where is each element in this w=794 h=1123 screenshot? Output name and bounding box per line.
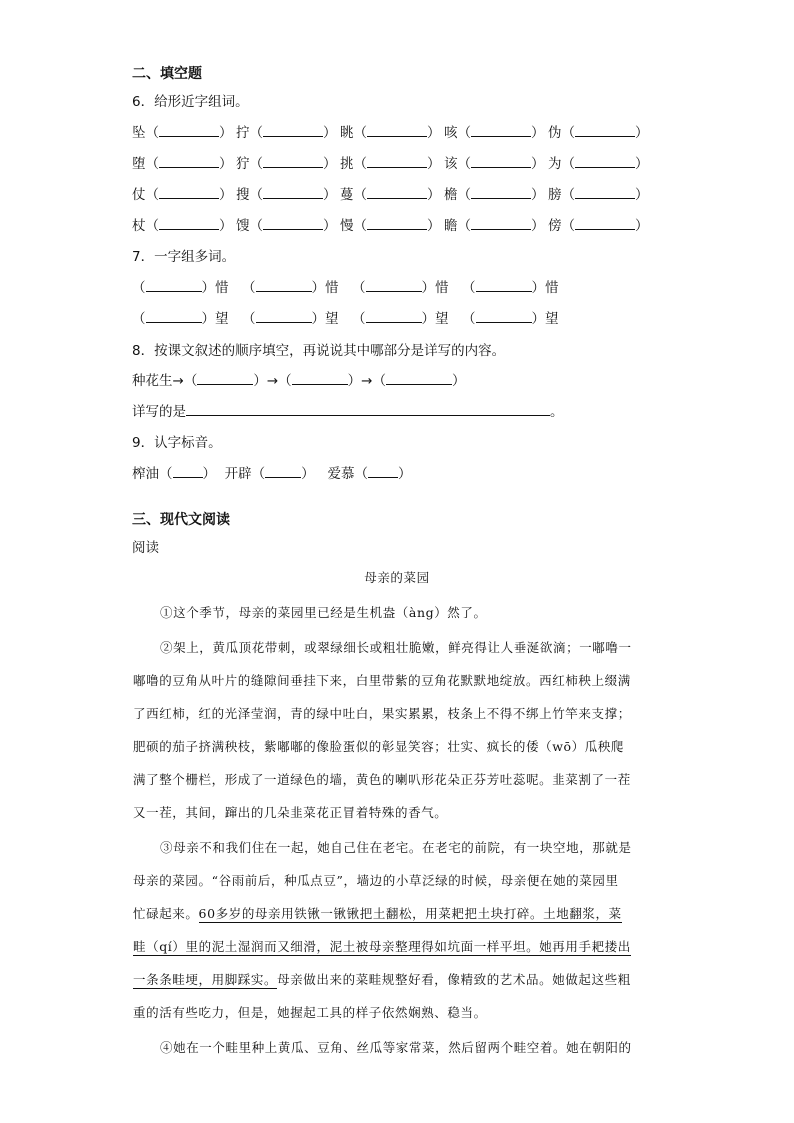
q7-char: 望 [215, 311, 229, 327]
q7-blank[interactable] [256, 279, 312, 292]
paragraph-3-line [133, 904, 622, 922]
section-subtitle: 阅读 [132, 540, 159, 556]
q7-char: 惜 [325, 280, 339, 296]
q8-blank-3[interactable] [386, 372, 452, 385]
paragraph-3-text: 忙碌起来。 [133, 906, 199, 921]
q6-char: 为 [548, 156, 562, 172]
q7-char: 惜 [545, 280, 559, 296]
q6-item: 瞻（ ） [444, 218, 545, 234]
q6-item: 搜（ ） [236, 187, 337, 203]
q7-char: 望 [545, 311, 559, 327]
q6-item: 拧（ ） [236, 125, 337, 141]
paragraph-3-line: 母亲的菜园。“谷雨前后，种瓜点豆”，墙边的小草泛绿的时候，母亲便在她的菜园里 [133, 873, 619, 888]
q6-blank[interactable] [471, 155, 531, 168]
q6-char: 伪 [548, 125, 562, 141]
q7-item: （ ）惜 [132, 280, 229, 296]
q6-prompt: 6．给形近字组词。 [132, 94, 249, 110]
q6-item: 傍（ ） [548, 218, 649, 234]
paragraph-3-line: ③母亲不和我们住在一起，她自己住在老宅。在老宅的前院，有一块空地，那就是 [160, 840, 632, 855]
paragraph-4-line: ④她在一个畦里种上黄瓜、豆角、丝瓜等家常菜，然后留两个畦空着。她在朝阳的 [160, 1040, 632, 1055]
q6-item: 伪（ ） [548, 125, 649, 141]
q6-blank[interactable] [263, 186, 323, 199]
q7-item: （ ）惜 [242, 280, 339, 296]
q8-start: 种花生 [132, 373, 173, 389]
q6-char: 杖 [132, 218, 146, 234]
q7-blank[interactable] [476, 310, 532, 323]
q7-blank[interactable] [146, 279, 202, 292]
q6-char: 膀 [548, 187, 562, 203]
q9-word: 榨油 [132, 466, 159, 482]
q6-item: 堕（ ） [132, 156, 233, 172]
arrow: → [266, 373, 279, 389]
paragraph-3-line: 重的活有些吃力，但是，她握起工具的样子依然娴熟、稳当。 [133, 1005, 487, 1020]
q6-blank[interactable] [159, 186, 219, 199]
q6-blank[interactable] [575, 217, 635, 230]
q6-char: 狞 [236, 156, 250, 172]
q6-char: 该 [444, 156, 458, 172]
q6-char: 拧 [236, 125, 250, 141]
q6-item: 狞（ ） [236, 156, 337, 172]
q7-prompt: 7．一字组多词。 [132, 249, 236, 265]
q6-char: 蔓 [340, 187, 354, 203]
paragraph-3-line [133, 937, 631, 955]
section-title: 三、现代文阅读 [132, 512, 230, 528]
article-title: 母亲的菜园 [364, 570, 430, 585]
q6-blank[interactable] [367, 155, 427, 168]
paragraph-2-line: ②架上，黄瓜顶花带刺，或翠绿细长或粗壮脆嫩，鲜亮得让人垂涎欲滴；一嘟噜一 [160, 640, 632, 655]
paragraph-1: ①这个季节，母亲的菜园里已经是生机盎（àng）然了。 [160, 605, 487, 620]
q6-item: 杖（ ） [132, 218, 233, 234]
q6-blank[interactable] [471, 217, 531, 230]
q9-prompt: 9．认字标音。 [132, 435, 222, 451]
q6-blank[interactable] [575, 155, 635, 168]
q8-end-mark: 。 [550, 404, 564, 420]
section-title: 二、填空题 [132, 66, 202, 82]
q8-sequence: 种花生→（ ）→（ ）→（ ） [132, 373, 466, 389]
q6-char: 仗 [132, 187, 146, 203]
q6-blank[interactable] [263, 124, 323, 137]
q6-blank[interactable] [367, 217, 427, 230]
paragraph-3-text: 母亲做出来的菜畦规整好看，像精致的艺术品。她做起这些粗 [277, 972, 631, 987]
q7-blank[interactable] [366, 310, 422, 323]
q7-char: 惜 [435, 280, 449, 296]
q6-char: 傍 [548, 218, 562, 234]
q6-item: 咳（ ） [444, 125, 545, 141]
paragraph-2-line: 肥硕的茄子挤满秧枝，紫嘟嘟的像脸蛋似的彰显笑容；壮实、疯长的倭（wō）瓜秧爬 [133, 739, 625, 754]
q6-blank[interactable] [263, 155, 323, 168]
q6-char: 馊 [236, 218, 250, 234]
q7-item: （ ）望 [352, 311, 449, 327]
q7-char: 望 [435, 311, 449, 327]
q6-char: 搜 [236, 187, 250, 203]
q6-item: 檐（ ） [444, 187, 545, 203]
q6-item: 仗（ ） [132, 187, 233, 203]
q7-blank[interactable] [256, 310, 312, 323]
q6-blank[interactable] [367, 186, 427, 199]
q9-blank-1[interactable] [173, 465, 203, 478]
q6-item: 为（ ） [548, 156, 649, 172]
q9-word: 开辟 [224, 466, 252, 482]
q6-item: 坠（ ） [132, 125, 233, 141]
q7-item: （ ）望 [242, 311, 339, 327]
q6-item: 膀（ ） [548, 187, 649, 203]
q6-char: 慢 [340, 218, 354, 234]
paragraph-2-line: 满了整个栅栏，形成了一道绿色的墙，黄色的喇叭形花朵正芬芳吐蕊呢。韭菜割了一茬 [133, 772, 631, 787]
q6-blank[interactable] [471, 186, 531, 199]
paragraph-2-line: 了西红柿，红的光泽莹润，青的绿中吐白，果实累累，枝条上不得不绑上竹竿来支撑； [133, 706, 631, 721]
q6-blank[interactable] [471, 124, 531, 137]
q6-char: 堕 [132, 156, 146, 172]
q7-blank[interactable] [476, 279, 532, 292]
q9-blank-2[interactable] [265, 465, 301, 478]
q6-char: 坠 [132, 125, 146, 141]
arrow: → [361, 373, 373, 389]
q6-char: 眺 [340, 125, 354, 141]
q6-item: 馊（ ） [236, 218, 337, 234]
q6-blank[interactable] [159, 155, 219, 168]
q6-char: 挑 [340, 156, 354, 172]
q8-detail-blank[interactable] [186, 403, 550, 416]
q7-char: 望 [325, 311, 339, 327]
q8-blank-1[interactable] [197, 372, 253, 385]
q6-blank[interactable] [263, 217, 323, 230]
q8-prompt: 8．按课文叙述的顺序填空，再说说其中哪部分是详写的内容。 [132, 343, 506, 359]
q6-item: 挑（ ） [340, 156, 441, 172]
q6-blank[interactable] [367, 124, 427, 137]
q9-word: 爱慕 [327, 466, 355, 482]
q8-blank-2[interactable] [292, 372, 348, 385]
arrow: → [172, 373, 184, 389]
q7-blank[interactable] [366, 279, 422, 292]
q9-items: 榨油（ ） 开辟（ ） 爱慕（ ） [132, 466, 412, 482]
underlined-text: 60多岁的母亲用铁锹一锹锹把土翻松，用菜耙把土块打碎。土地翻浆，菜 [198, 906, 622, 921]
q8-detail-row [132, 400, 564, 420]
q7-item: （ ）惜 [352, 280, 449, 296]
paragraph-2-line: 又一茬，其间，蹿出的几朵韭菜花正冒着特殊的香气。 [133, 805, 448, 820]
underlined-text: 畦（qí）里的泥土湿润而又细滑，泥土被母亲整理得如坑面一样平坦。她再用手耙搂出 [133, 939, 631, 954]
q6-blank[interactable] [575, 124, 635, 137]
q8-detail-label: 详写的是 [132, 404, 186, 420]
q6-item: 该（ ） [444, 156, 545, 172]
q6-item: 蔓（ ） [340, 187, 441, 203]
q7-item: （ ）惜 [462, 280, 559, 296]
q6-item: 慢（ ） [340, 218, 441, 234]
q6-blank[interactable] [575, 186, 635, 199]
q6-blank[interactable] [159, 217, 219, 230]
q9-blank-3[interactable] [368, 465, 398, 478]
q7-char: 惜 [215, 280, 229, 296]
underlined-text: 一条条畦埂，用脚踩实。 [133, 972, 278, 987]
q6-char: 咳 [444, 125, 458, 141]
q6-item: 眺（ ） [340, 125, 441, 141]
q7-blank[interactable] [146, 310, 202, 323]
q6-char: 檐 [444, 187, 458, 203]
q7-item: （ ）望 [462, 311, 559, 327]
q7-item: （ ）望 [132, 311, 229, 327]
paragraph-3-line [133, 970, 631, 988]
q6-char: 瞻 [444, 218, 458, 234]
paragraph-2-line: 嘟噜的豆角从叶片的缝隙间垂挂下来，白里带紫的豆角花默默地绽放。西红柿秧上缀满 [133, 673, 631, 688]
q6-blank[interactable] [159, 124, 219, 137]
